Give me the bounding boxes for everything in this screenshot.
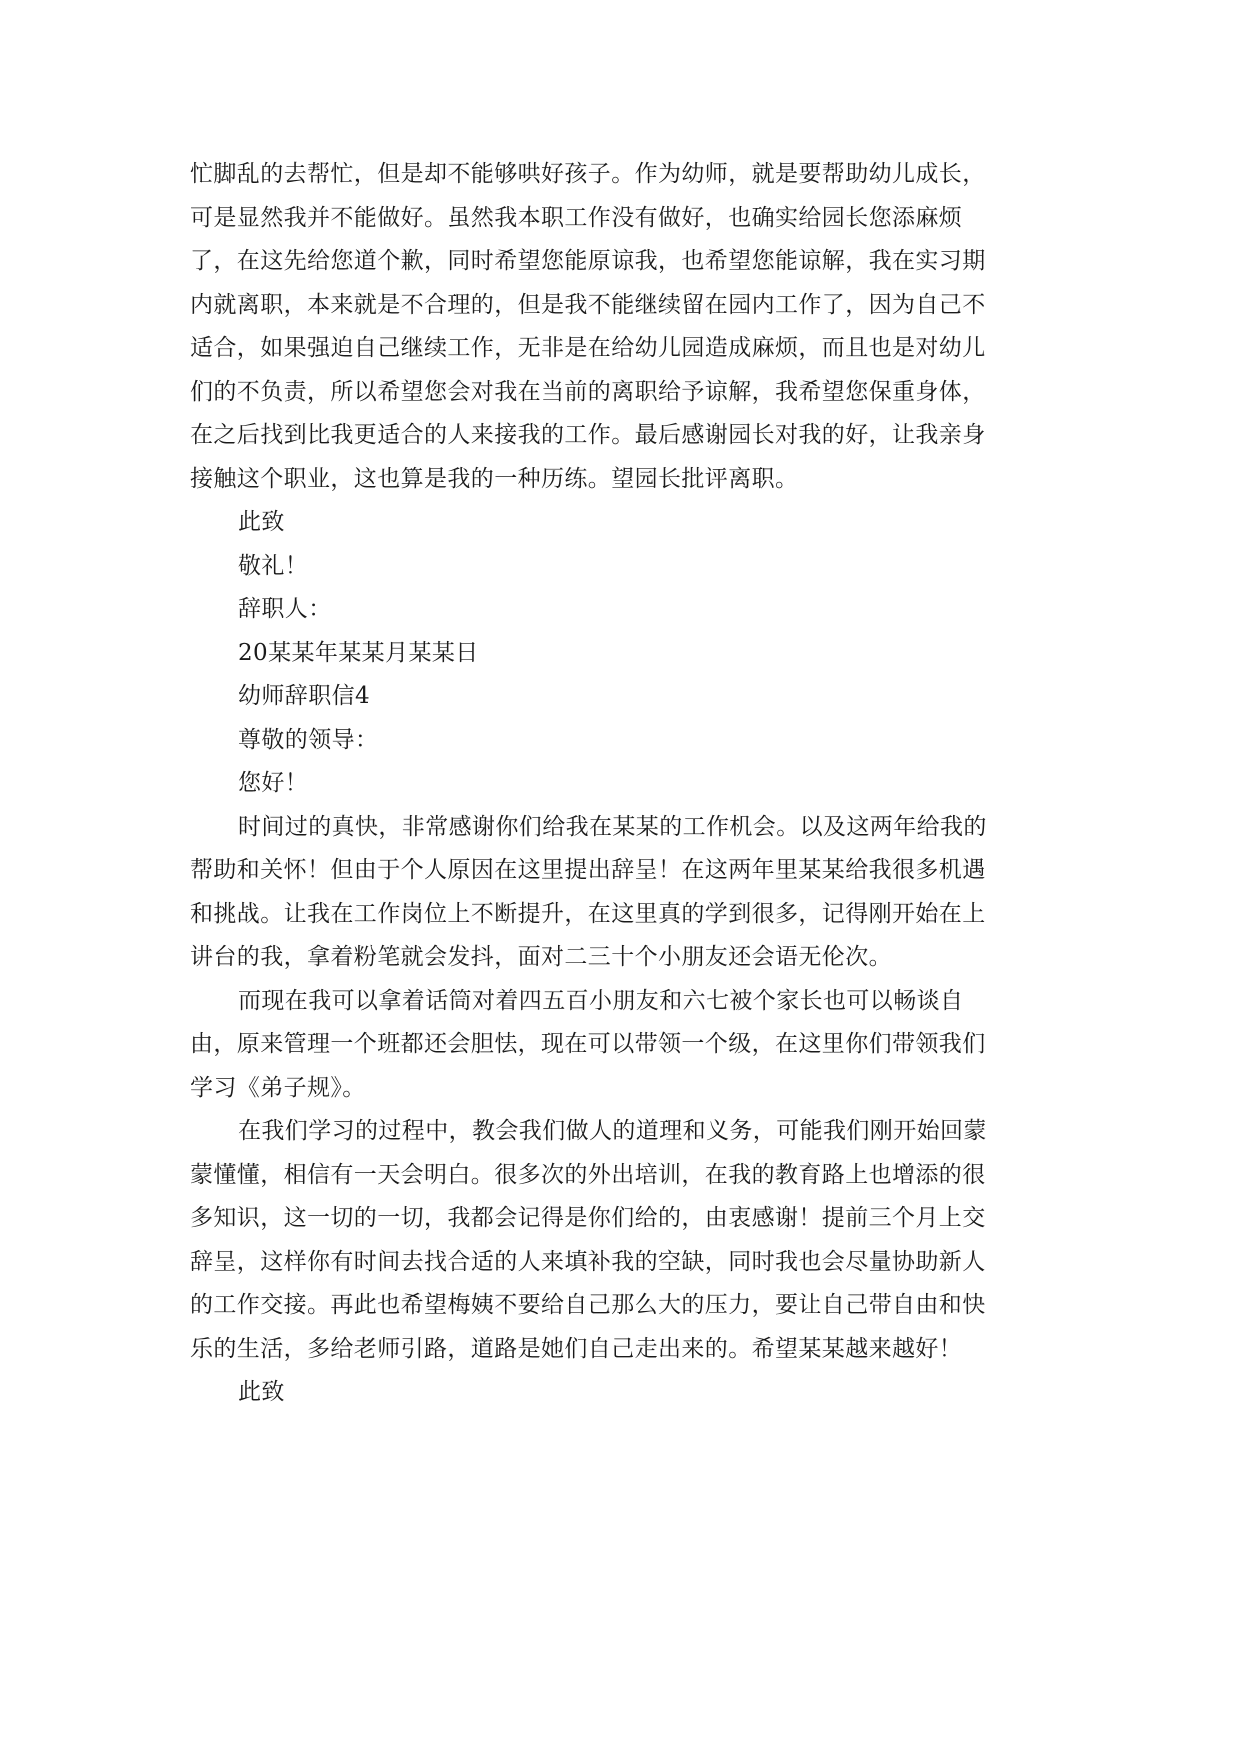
text-line: 接触这个职业，这也算是我的一种历练。望园长批评离职。 [190, 465, 799, 492]
text-line: 可是显然我并不能做好。虽然我本职工作没有做好，也确实给园长您添麻烦 [190, 204, 963, 231]
text-line: 辞呈，这样你有时间去找合适的人来填补我的空缺，同时我也会尽量协助新人 [190, 1248, 986, 1275]
text-line: 们的不负责，所以希望您会对我在当前的离职给予谅解，我希望您保重身体， [190, 378, 986, 405]
text-line: 学习《弟子规》。 [190, 1074, 366, 1101]
text-line: 忙脚乱的去帮忙，但是却不能够哄好孩子。作为幼师，就是要帮助幼儿成长， [190, 161, 986, 187]
text-line: 内就离职，本来就是不合理的，但是我不能继续留在园内工作了，因为自己不 [190, 291, 986, 318]
text-line: 在之后找到比我更适合的人来接我的工作。最后感谢园长对我的好，让我亲身 [190, 422, 986, 448]
text-line: 乐的生活，多给老师引路，道路是她们自己走出来的。希望某某越来越好！ [190, 1335, 963, 1362]
text-line: 了，在这先给您道个歉，同时希望您能原谅我，也希望您能谅解，我在实习期 [190, 248, 986, 274]
text-line: 辞职人： [238, 596, 332, 622]
text-line: 由，原来管理一个班都还会胆怯，现在可以带领一个级，在这里你们带领我们 [190, 1031, 986, 1057]
text-line: 在我们学习的过程中，教会我们做人的道理和义务，可能我们刚开始回蒙 [238, 1118, 987, 1144]
text-line: 蒙懂懂，相信有一天会明白。很多次的外出培训，在我的教育路上也增添的很 [190, 1161, 986, 1188]
text-line: 适合，如果强迫自己继续工作，无非是在给幼儿园造成麻烦，而且也是对幼儿 [190, 335, 986, 361]
text-line: 的工作交接。再此也希望梅姨不要给自己那么大的压力，要让自己带自由和快 [190, 1292, 986, 1318]
text-line: 多知识，这一切的一切，我都会记得是你们给的，由衷感谢！提前三个月上交 [190, 1205, 986, 1231]
text-line: 您好！ [238, 770, 309, 796]
text-line: 幼师辞职信4 [238, 683, 371, 709]
text-line: 时间过的真快，非常感谢你们给我在某某的工作机会。以及这两年给我的 [238, 813, 987, 840]
text-line: 而现在我可以拿着话筒对着四五百小朋友和六七被个家长也可以畅谈自 [238, 987, 964, 1014]
text-line: 尊敬的领导： [238, 726, 379, 753]
text-line: 帮助和关怀！但由于个人原因在这里提出辞呈！在这两年里某某给我很多机遇 [190, 857, 986, 883]
text-line: 和挑战。让我在工作岗位上不断提升，在这里真的学到很多，记得刚开始在上 [190, 900, 986, 927]
text-line: 此致 [238, 509, 285, 535]
text-line: 此致 [238, 1379, 285, 1405]
text-line: 20某某年某某月某某日 [238, 639, 479, 666]
document-body [190, 153, 1050, 1415]
text-line: 讲台的我，拿着粉笔就会发抖，面对二三十个小朋友还会语无伦次。 [190, 944, 892, 970]
text-line: 敬礼！ [238, 552, 309, 579]
